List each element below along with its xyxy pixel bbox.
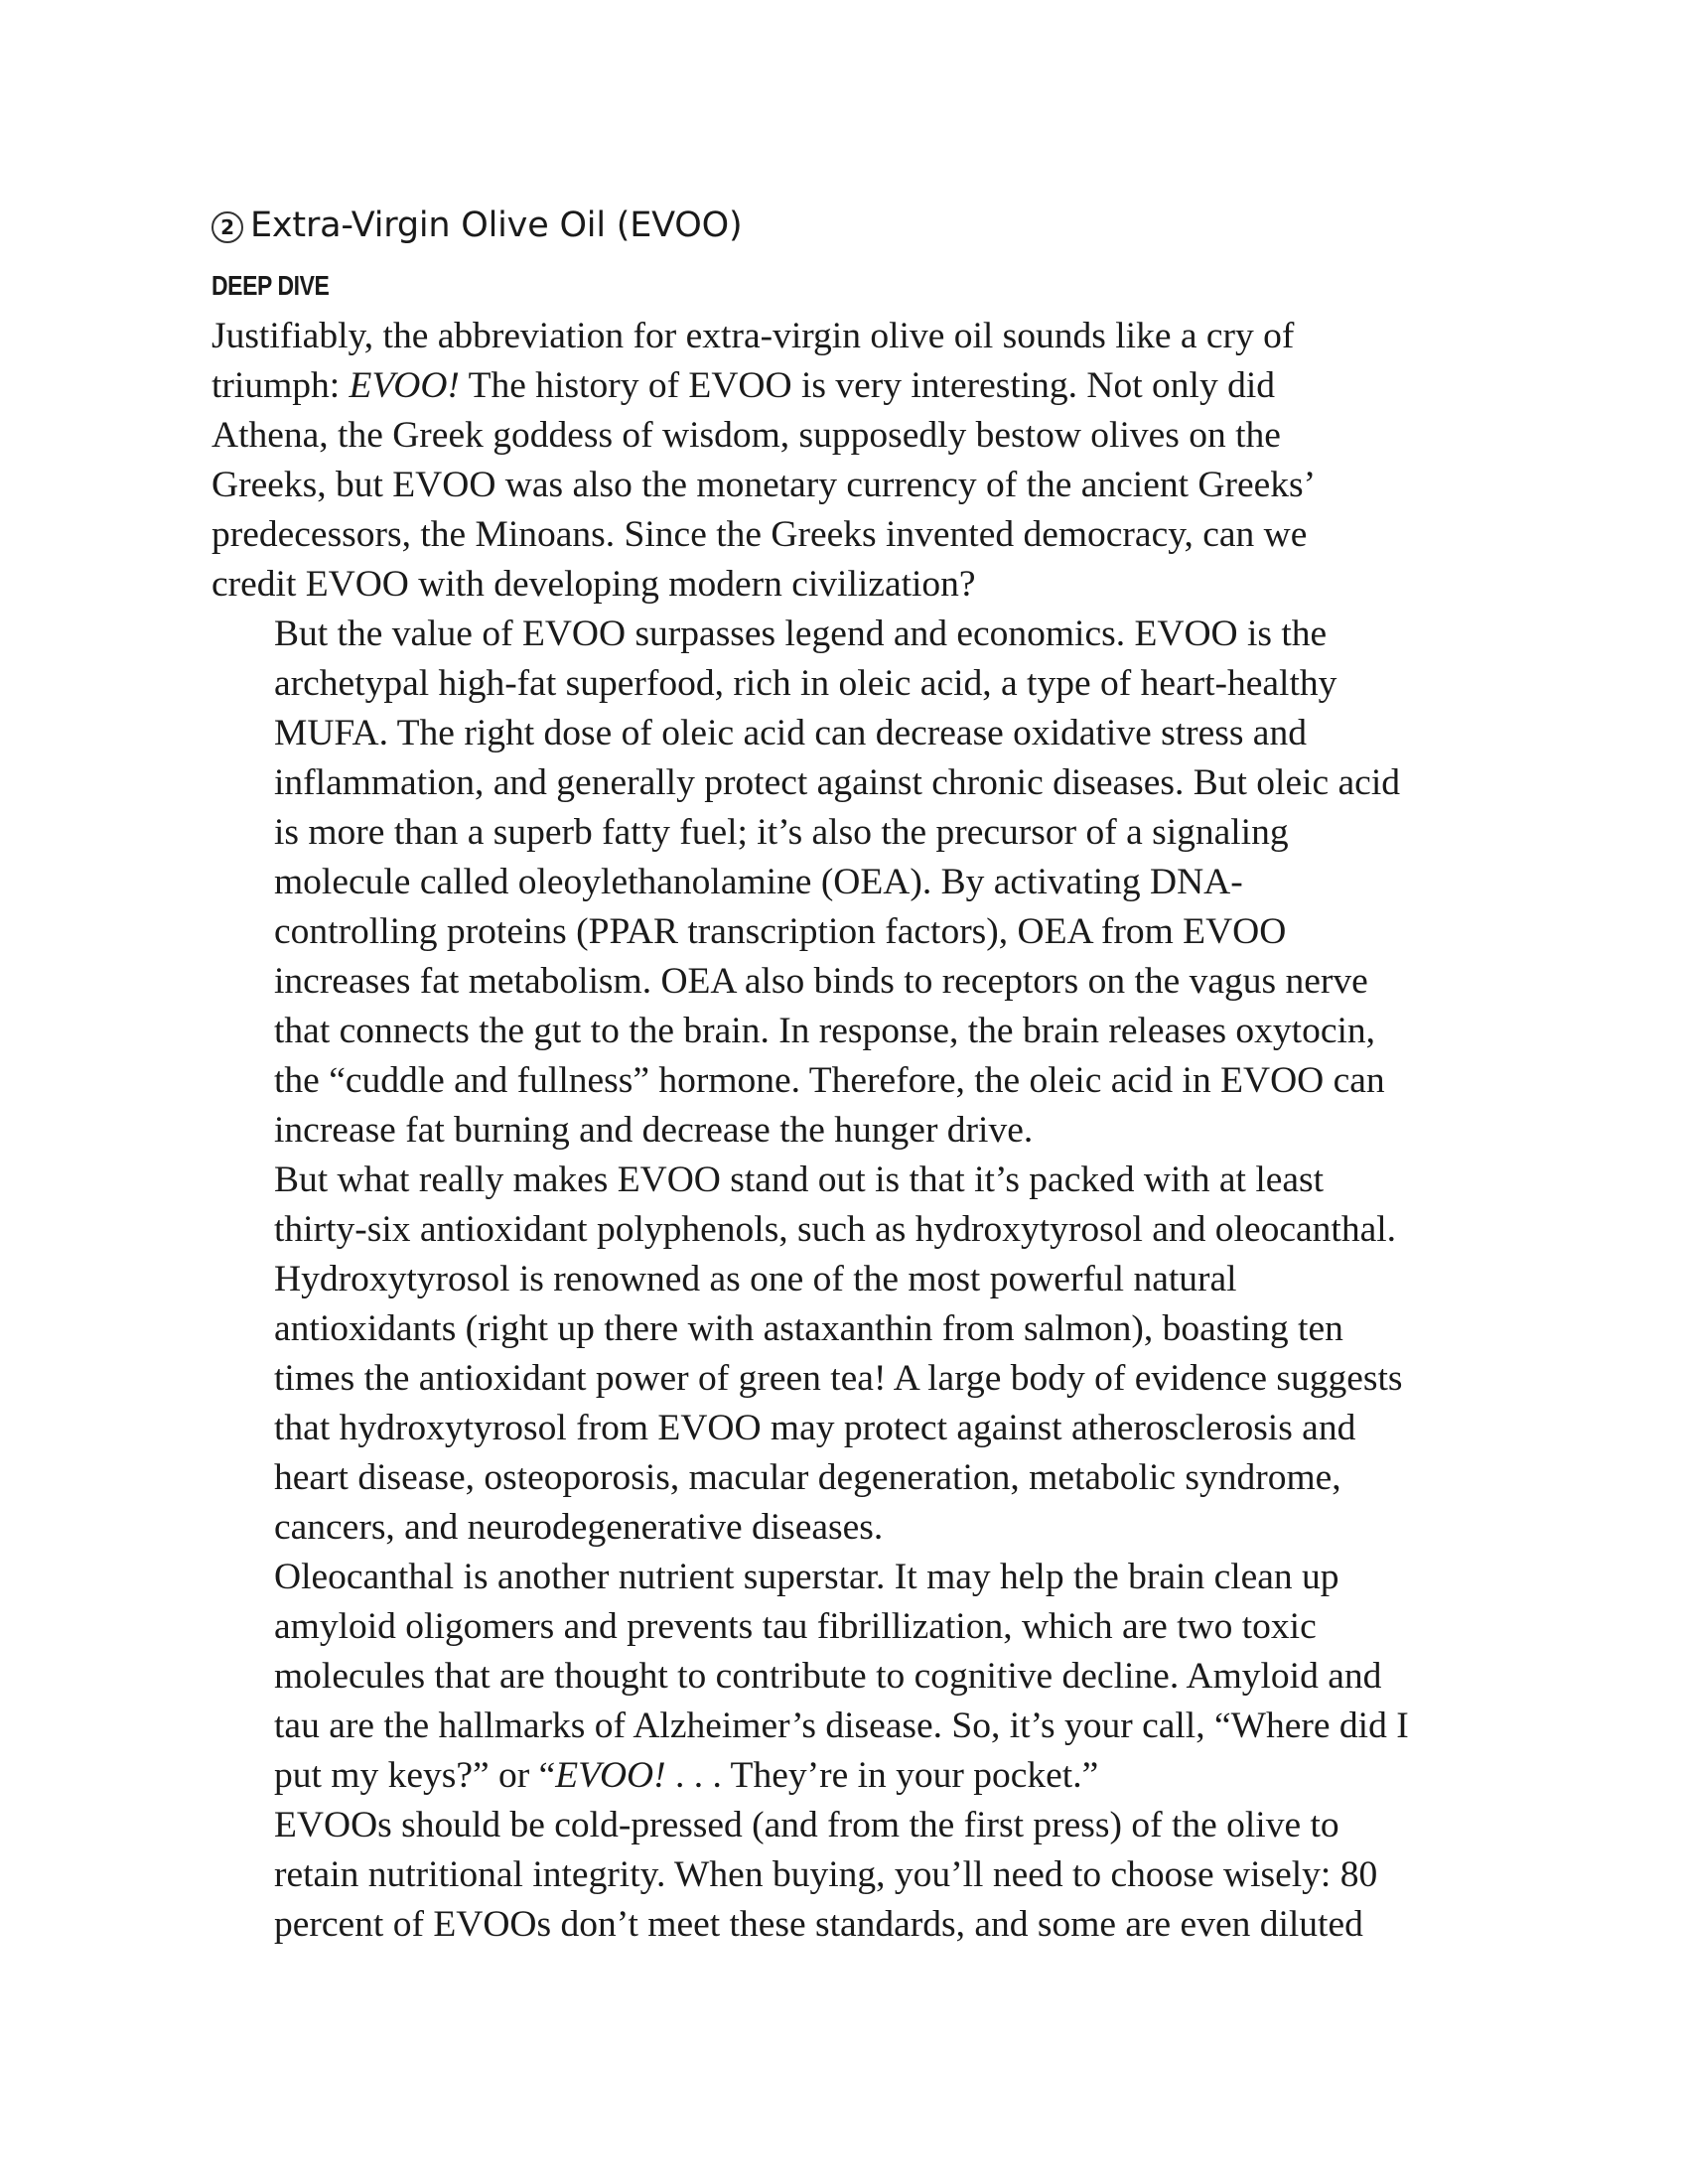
text-line: cancers, and neurodegenerative diseases. xyxy=(274,1507,884,1548)
text-line: Oleocanthal is another nutrient superstar. It may help the brain clean up xyxy=(274,1557,1339,1597)
paragraph xyxy=(211,610,1492,1156)
text-line: predecessors, the Minoans. Since the Greeks invented democracy, can we xyxy=(211,514,1308,555)
text-line: heart disease, osteoporosis, macular degeneration, metabolic syndrome, xyxy=(274,1457,1341,1498)
body-text xyxy=(211,312,1492,1950)
text-line: But the value of EVOO surpasses legend and economics. EVOO is the xyxy=(274,614,1328,654)
section-heading xyxy=(211,202,1492,249)
text-line: retain nutritional integrity. When buying, you’ll need to choose wisely: 80 xyxy=(274,1854,1378,1895)
text-line: archetypal high-fat superfood, rich in oleic acid, a type of heart-healthy xyxy=(274,663,1337,704)
text-line: Justifiably, the abbreviation for extra-virgin olive oil sounds like a cry of xyxy=(211,316,1295,356)
text-line: increase fat burning and decrease the hunger drive. xyxy=(274,1110,1034,1151)
text-line: is more than a superb fatty fuel; it’s also the precursor of a signaling xyxy=(274,812,1289,853)
text-line: credit EVOO with developing modern civilization? xyxy=(211,564,976,605)
section-title: Extra-Virgin Olive Oil (EVOO) xyxy=(250,205,743,245)
text-line: inflammation, and generally protect against chronic diseases. But oleic acid xyxy=(274,762,1400,803)
deep-dive-label: DEEP DIVE xyxy=(211,270,330,301)
text-line: Greeks, but EVOO was also the monetary currency of the ancient Greeks’ xyxy=(211,465,1317,505)
text-line: that connects the gut to the brain. In response, the brain releases oxytocin, xyxy=(274,1011,1376,1051)
text-line xyxy=(211,361,1492,411)
text-line: that hydroxytyrosol from EVOO may protect against atherosclerosis and xyxy=(274,1408,1356,1448)
text-line: MUFA. The right dose of oleic acid can decrease oxidative stress and xyxy=(274,713,1307,753)
text-line: molecules that are thought to contribute to cognitive decline. Amyloid and xyxy=(274,1656,1382,1697)
text-line: amyloid oligomers and prevents tau fibrillization, which are two toxic xyxy=(274,1606,1317,1647)
text-line: molecule called oleoylethanolamine (OEA). By activating DNA- xyxy=(274,862,1243,902)
text-line: But what really makes EVOO stand out is that it’s packed with at least xyxy=(274,1160,1325,1200)
italic-text: EVOO! xyxy=(349,365,460,406)
text-line: antioxidants (right up there with astaxanthin from salmon), boasting ten xyxy=(274,1308,1343,1349)
circled-number: 2 xyxy=(211,211,243,243)
text-line: EVOOs should be cold-pressed (and from the first press) of the olive to xyxy=(274,1805,1339,1845)
paragraph xyxy=(211,1553,1492,1801)
text-line: controlling proteins (PPAR transcription factors), OEA from EVOO xyxy=(274,911,1287,952)
text-segment: triumph: xyxy=(211,365,350,406)
page-content xyxy=(211,202,1492,1950)
text-line: Athena, the Greek goddess of wisdom, supposedly bestow olives on the xyxy=(211,415,1281,456)
text-segment: . . . They’re in your pocket.” xyxy=(665,1755,1099,1796)
text-line: Hydroxytyrosol is renowned as one of the most powerful natural xyxy=(274,1259,1237,1299)
paragraph xyxy=(211,1801,1492,1950)
text-line: increases fat metabolism. OEA also binds to receptors on the vagus nerve xyxy=(274,961,1368,1002)
text-segment: put my keys?” or “ xyxy=(274,1755,556,1796)
text-line: the “cuddle and fullness” hormone. Therefore, the oleic acid in EVOO can xyxy=(274,1060,1385,1101)
text-line xyxy=(211,1751,1492,1801)
text-line: tau are the hallmarks of Alzheimer’s disease. So, it’s your call, “Where did I xyxy=(274,1706,1409,1746)
text-line: times the antioxidant power of green tea! A large body of evidence suggests xyxy=(274,1358,1403,1399)
text-line: percent of EVOOs don’t meet these standards, and some are even diluted xyxy=(274,1904,1363,1945)
text-line: thirty-six antioxidant polyphenols, such as hydroxytyrosol and oleocanthal. xyxy=(274,1209,1397,1250)
paragraph xyxy=(211,1156,1492,1553)
paragraph xyxy=(211,312,1492,610)
italic-text: EVOO! xyxy=(555,1755,666,1796)
text-segment: The history of EVOO is very interesting. Not only did xyxy=(459,365,1275,406)
